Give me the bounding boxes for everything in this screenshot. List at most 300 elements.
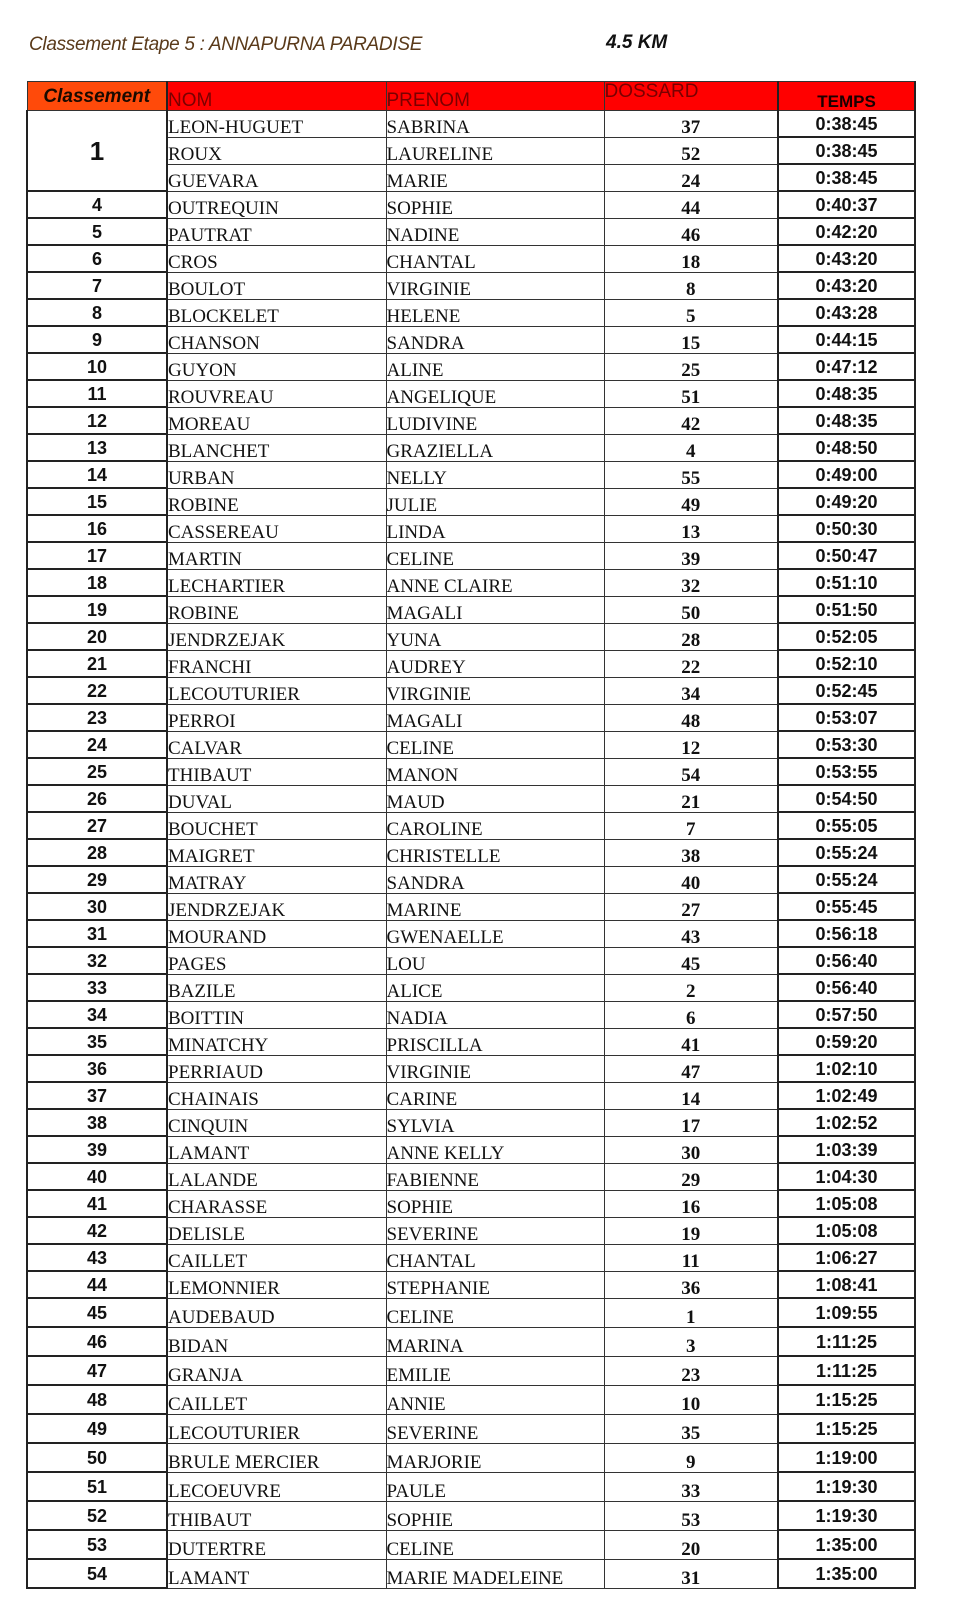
table-row xyxy=(27,596,915,623)
rank-cell: 47 xyxy=(27,1356,167,1385)
table-row xyxy=(27,407,915,434)
nom-cell: LALANDE xyxy=(167,1163,386,1190)
dossard-cell: 27 xyxy=(604,893,778,920)
nom-cell: LAMANT xyxy=(167,1559,386,1588)
column-header-nom: NOM xyxy=(167,82,386,111)
table-row xyxy=(27,1443,915,1472)
nom-cell: THIBAUT xyxy=(167,1501,386,1530)
table-row xyxy=(27,245,915,272)
dossard-cell: 10 xyxy=(604,1385,778,1414)
table-row xyxy=(27,866,915,893)
rank-cell: 41 xyxy=(27,1190,167,1217)
rank-cell: 27 xyxy=(27,812,167,839)
nom-cell: LAMANT xyxy=(167,1136,386,1163)
temps-cell: 0:43:20 xyxy=(778,245,915,272)
dossard-cell: 20 xyxy=(604,1530,778,1559)
prenom-cell: NADIA xyxy=(386,1001,604,1028)
temps-cell: 0:55:45 xyxy=(778,893,915,920)
table-row xyxy=(27,1217,915,1244)
temps-cell: 1:35:00 xyxy=(778,1530,915,1559)
nom-cell: MATRAY xyxy=(167,866,386,893)
dossard-cell: 54 xyxy=(604,758,778,785)
results-table xyxy=(26,81,916,1589)
rank-cell: 14 xyxy=(27,461,167,488)
prenom-cell: SEVERINE xyxy=(386,1217,604,1244)
nom-cell: CROS xyxy=(167,245,386,272)
nom-cell: FRANCHI xyxy=(167,650,386,677)
table-row xyxy=(27,1530,915,1559)
rank-cell: 43 xyxy=(27,1244,167,1271)
prenom-cell: SYLVIA xyxy=(386,1109,604,1136)
rank-cell: 29 xyxy=(27,866,167,893)
table-row xyxy=(27,461,915,488)
rank-cell: 4 xyxy=(27,191,167,218)
nom-cell: PAUTRAT xyxy=(167,218,386,245)
prenom-cell: SANDRA xyxy=(386,326,604,353)
rank-cell: 33 xyxy=(27,974,167,1001)
nom-cell: BOULOT xyxy=(167,272,386,299)
temps-cell: 0:48:35 xyxy=(778,380,915,407)
nom-cell: MAIGRET xyxy=(167,839,386,866)
temps-cell: 0:59:20 xyxy=(778,1028,915,1055)
temps-cell: 0:52:10 xyxy=(778,650,915,677)
prenom-cell: ANNE CLAIRE xyxy=(386,569,604,596)
dossard-cell: 16 xyxy=(604,1190,778,1217)
prenom-cell: HELENE xyxy=(386,299,604,326)
dossard-cell: 22 xyxy=(604,650,778,677)
rank-cell: 17 xyxy=(27,542,167,569)
dossard-cell: 2 xyxy=(604,974,778,1001)
rank-cell: 13 xyxy=(27,434,167,461)
table-row xyxy=(27,272,915,299)
table-row xyxy=(27,191,915,218)
prenom-cell: ALINE xyxy=(386,353,604,380)
prenom-cell: SEVERINE xyxy=(386,1414,604,1443)
temps-cell: 0:47:12 xyxy=(778,353,915,380)
temps-cell: 0:55:24 xyxy=(778,866,915,893)
dossard-cell: 9 xyxy=(604,1443,778,1472)
nom-cell: URBAN xyxy=(167,461,386,488)
rank-cell: 12 xyxy=(27,407,167,434)
table-header-row xyxy=(27,82,915,111)
prenom-cell: MARINA xyxy=(386,1327,604,1356)
temps-cell: 0:53:07 xyxy=(778,704,915,731)
temps-cell: 1:02:10 xyxy=(778,1055,915,1082)
prenom-cell: AUDREY xyxy=(386,650,604,677)
prenom-cell: CARINE xyxy=(386,1082,604,1109)
prenom-cell: SOPHIE xyxy=(386,191,604,218)
nom-cell: MINATCHY xyxy=(167,1028,386,1055)
table-row xyxy=(27,947,915,974)
prenom-cell: GRAZIELLA xyxy=(386,434,604,461)
table-row xyxy=(27,1109,915,1136)
temps-cell: 1:19:30 xyxy=(778,1501,915,1530)
dossard-cell: 23 xyxy=(604,1356,778,1385)
nom-cell: CHARASSE xyxy=(167,1190,386,1217)
prenom-cell: CELINE xyxy=(386,1298,604,1327)
rank-cell: 28 xyxy=(27,839,167,866)
nom-cell: GUYON xyxy=(167,353,386,380)
dossard-cell: 30 xyxy=(604,1136,778,1163)
dossard-cell: 17 xyxy=(604,1109,778,1136)
prenom-cell: PRISCILLA xyxy=(386,1028,604,1055)
dossard-cell: 21 xyxy=(604,785,778,812)
nom-cell: BAZILE xyxy=(167,974,386,1001)
rank-cell: 21 xyxy=(27,650,167,677)
rank-cell: 6 xyxy=(27,245,167,272)
rank-cell: 53 xyxy=(27,1530,167,1559)
nom-cell: GUEVARA xyxy=(167,164,386,191)
prenom-cell: MARIE xyxy=(386,164,604,191)
prenom-cell: CELINE xyxy=(386,731,604,758)
table-row xyxy=(27,515,915,542)
rank-cell: 54 xyxy=(27,1559,167,1588)
table-row xyxy=(27,974,915,1001)
nom-cell: CHANSON xyxy=(167,326,386,353)
dossard-cell: 48 xyxy=(604,704,778,731)
rank-cell: 49 xyxy=(27,1414,167,1443)
temps-cell: 0:43:28 xyxy=(778,299,915,326)
temps-cell: 0:38:45 xyxy=(778,137,915,164)
rank-cell: 45 xyxy=(27,1298,167,1327)
prenom-cell: MARINE xyxy=(386,893,604,920)
dossard-cell: 38 xyxy=(604,839,778,866)
temps-cell: 0:57:50 xyxy=(778,1001,915,1028)
prenom-cell: VIRGINIE xyxy=(386,1055,604,1082)
table-row xyxy=(27,1001,915,1028)
prenom-cell: CHANTAL xyxy=(386,245,604,272)
table-row xyxy=(27,434,915,461)
rank-cell: 20 xyxy=(27,623,167,650)
prenom-cell: ALICE xyxy=(386,974,604,1001)
prenom-cell: FABIENNE xyxy=(386,1163,604,1190)
nom-cell: BLOCKELET xyxy=(167,299,386,326)
dossard-cell: 52 xyxy=(604,137,778,164)
nom-cell: LECHARTIER xyxy=(167,569,386,596)
table-row xyxy=(27,1298,915,1327)
column-header-temps: TEMPS xyxy=(778,82,915,111)
table-row xyxy=(27,623,915,650)
prenom-cell: JULIE xyxy=(386,488,604,515)
dossard-cell: 8 xyxy=(604,272,778,299)
page-title: Classement Etape 5 : ANNAPURNA PARADISE xyxy=(29,34,423,55)
temps-cell: 1:06:27 xyxy=(778,1244,915,1271)
dossard-cell: 50 xyxy=(604,596,778,623)
table-row xyxy=(27,1190,915,1217)
rank-cell: 26 xyxy=(27,785,167,812)
temps-cell: 1:15:25 xyxy=(778,1414,915,1443)
rank-cell: 22 xyxy=(27,677,167,704)
table-row xyxy=(27,1356,915,1385)
rank-cell: 31 xyxy=(27,920,167,947)
prenom-cell: LINDA xyxy=(386,515,604,542)
column-header-prenom: PRENOM xyxy=(386,82,604,111)
table-row xyxy=(27,326,915,353)
dossard-cell: 47 xyxy=(604,1055,778,1082)
rank-cell: 52 xyxy=(27,1501,167,1530)
temps-cell: 0:52:45 xyxy=(778,677,915,704)
table-row xyxy=(27,758,915,785)
dossard-cell: 19 xyxy=(604,1217,778,1244)
rank-cell: 46 xyxy=(27,1327,167,1356)
table-row xyxy=(27,1163,915,1190)
table-row xyxy=(27,839,915,866)
temps-cell: 1:09:55 xyxy=(778,1298,915,1327)
prenom-cell: VIRGINIE xyxy=(386,272,604,299)
temps-cell: 1:05:08 xyxy=(778,1190,915,1217)
temps-cell: 1:11:25 xyxy=(778,1356,915,1385)
dossard-cell: 39 xyxy=(604,542,778,569)
dossard-cell: 51 xyxy=(604,380,778,407)
dossard-cell: 33 xyxy=(604,1472,778,1501)
temps-cell: 1:11:25 xyxy=(778,1327,915,1356)
rank-cell: 16 xyxy=(27,515,167,542)
dossard-cell: 7 xyxy=(604,812,778,839)
nom-cell: MOURAND xyxy=(167,920,386,947)
temps-cell: 0:51:10 xyxy=(778,569,915,596)
table-row xyxy=(27,353,915,380)
nom-cell: OUTREQUIN xyxy=(167,191,386,218)
table-row xyxy=(27,1327,915,1356)
nom-cell: BOUCHET xyxy=(167,812,386,839)
nom-cell: ROUVREAU xyxy=(167,380,386,407)
column-header-dossard: DOSSARD xyxy=(604,82,778,111)
temps-cell: 1:05:08 xyxy=(778,1217,915,1244)
temps-cell: 0:38:45 xyxy=(778,164,915,191)
temps-cell: 1:04:30 xyxy=(778,1163,915,1190)
temps-cell: 1:35:00 xyxy=(778,1559,915,1588)
table-row xyxy=(27,1271,915,1298)
temps-cell: 0:50:47 xyxy=(778,542,915,569)
prenom-cell: MANON xyxy=(386,758,604,785)
rank-cell: 7 xyxy=(27,272,167,299)
table-row xyxy=(27,677,915,704)
nom-cell: CAILLET xyxy=(167,1385,386,1414)
table-row xyxy=(27,1385,915,1414)
prenom-cell: PAULE xyxy=(386,1472,604,1501)
table-row xyxy=(27,1414,915,1443)
table-row xyxy=(27,704,915,731)
temps-cell: 0:48:35 xyxy=(778,407,915,434)
dossard-cell: 29 xyxy=(604,1163,778,1190)
rank-cell: 19 xyxy=(27,596,167,623)
rank-cell: 51 xyxy=(27,1472,167,1501)
dossard-cell: 6 xyxy=(604,1001,778,1028)
nom-cell: LECOUTURIER xyxy=(167,1414,386,1443)
prenom-cell: LOU xyxy=(386,947,604,974)
nom-cell: DUVAL xyxy=(167,785,386,812)
prenom-cell: SABRINA xyxy=(386,111,604,138)
nom-cell: LEMONNIER xyxy=(167,1271,386,1298)
nom-cell: LECOUTURIER xyxy=(167,677,386,704)
temps-cell: 1:19:30 xyxy=(778,1472,915,1501)
nom-cell: PAGES xyxy=(167,947,386,974)
prenom-cell: NADINE xyxy=(386,218,604,245)
nom-cell: PERROI xyxy=(167,704,386,731)
dossard-cell: 46 xyxy=(604,218,778,245)
rank-cell: 36 xyxy=(27,1055,167,1082)
dossard-cell: 36 xyxy=(604,1271,778,1298)
dossard-cell: 12 xyxy=(604,731,778,758)
nom-cell: LECOEUVRE xyxy=(167,1472,386,1501)
table-row xyxy=(27,650,915,677)
prenom-cell: EMILIE xyxy=(386,1356,604,1385)
rank-cell: 24 xyxy=(27,731,167,758)
temps-cell: 0:55:05 xyxy=(778,812,915,839)
temps-cell: 1:02:52 xyxy=(778,1109,915,1136)
rank-cell: 11 xyxy=(27,380,167,407)
dossard-cell: 14 xyxy=(604,1082,778,1109)
table-row xyxy=(27,1472,915,1501)
prenom-cell: CELINE xyxy=(386,1530,604,1559)
rank-cell: 1 xyxy=(27,111,167,192)
rank-cell: 30 xyxy=(27,893,167,920)
table-row xyxy=(27,569,915,596)
rank-cell: 18 xyxy=(27,569,167,596)
temps-cell: 0:55:24 xyxy=(778,839,915,866)
nom-cell: JENDRZEJAK xyxy=(167,623,386,650)
dossard-cell: 55 xyxy=(604,461,778,488)
prenom-cell: CHANTAL xyxy=(386,1244,604,1271)
rank-cell: 34 xyxy=(27,1001,167,1028)
temps-cell: 0:50:30 xyxy=(778,515,915,542)
dossard-cell: 31 xyxy=(604,1559,778,1588)
temps-cell: 0:56:40 xyxy=(778,947,915,974)
rank-cell: 37 xyxy=(27,1082,167,1109)
dossard-cell: 13 xyxy=(604,515,778,542)
rank-cell: 8 xyxy=(27,299,167,326)
dossard-cell: 18 xyxy=(604,245,778,272)
prenom-cell: ANGELIQUE xyxy=(386,380,604,407)
temps-cell: 0:52:05 xyxy=(778,623,915,650)
temps-cell: 0:49:20 xyxy=(778,488,915,515)
temps-cell: 1:03:39 xyxy=(778,1136,915,1163)
rank-cell: 35 xyxy=(27,1028,167,1055)
rank-cell: 9 xyxy=(27,326,167,353)
dossard-cell: 28 xyxy=(604,623,778,650)
table-row xyxy=(27,1559,915,1588)
dossard-cell: 41 xyxy=(604,1028,778,1055)
nom-cell: ROBINE xyxy=(167,596,386,623)
dossard-cell: 25 xyxy=(604,353,778,380)
dossard-cell: 44 xyxy=(604,191,778,218)
table-row xyxy=(27,1082,915,1109)
prenom-cell: STEPHANIE xyxy=(386,1271,604,1298)
prenom-cell: YUNA xyxy=(386,623,604,650)
prenom-cell: VIRGINIE xyxy=(386,677,604,704)
nom-cell: CASSEREAU xyxy=(167,515,386,542)
prenom-cell: MAGALI xyxy=(386,596,604,623)
rank-cell: 38 xyxy=(27,1109,167,1136)
temps-cell: 0:49:00 xyxy=(778,461,915,488)
column-header-classement: Classement xyxy=(27,82,167,111)
prenom-cell: SOPHIE xyxy=(386,1190,604,1217)
temps-cell: 0:42:20 xyxy=(778,218,915,245)
prenom-cell: ANNIE xyxy=(386,1385,604,1414)
rank-cell: 40 xyxy=(27,1163,167,1190)
prenom-cell: GWENAELLE xyxy=(386,920,604,947)
table-row xyxy=(27,299,915,326)
nom-cell: PERRIAUD xyxy=(167,1055,386,1082)
temps-cell: 0:43:20 xyxy=(778,272,915,299)
table-row xyxy=(27,1028,915,1055)
nom-cell: BIDAN xyxy=(167,1327,386,1356)
nom-cell: BRULE MERCIER xyxy=(167,1443,386,1472)
dossard-cell: 40 xyxy=(604,866,778,893)
nom-cell: CHAINAIS xyxy=(167,1082,386,1109)
dossard-cell: 53 xyxy=(604,1501,778,1530)
nom-cell: CINQUIN xyxy=(167,1109,386,1136)
temps-cell: 0:51:50 xyxy=(778,596,915,623)
dossard-cell: 24 xyxy=(604,164,778,191)
nom-cell: CAILLET xyxy=(167,1244,386,1271)
dossard-cell: 49 xyxy=(604,488,778,515)
nom-cell: JENDRZEJAK xyxy=(167,893,386,920)
prenom-cell: SANDRA xyxy=(386,866,604,893)
dossard-cell: 15 xyxy=(604,326,778,353)
prenom-cell: MAGALI xyxy=(386,704,604,731)
table-row xyxy=(27,1244,915,1271)
prenom-cell: CELINE xyxy=(386,542,604,569)
prenom-cell: MARJORIE xyxy=(386,1443,604,1472)
temps-cell: 0:56:18 xyxy=(778,920,915,947)
table-row xyxy=(27,1055,915,1082)
nom-cell: MOREAU xyxy=(167,407,386,434)
prenom-cell: CAROLINE xyxy=(386,812,604,839)
dossard-cell: 37 xyxy=(604,111,778,138)
prenom-cell: MARIE MADELEINE xyxy=(386,1559,604,1588)
nom-cell: ROBINE xyxy=(167,488,386,515)
dossard-cell: 32 xyxy=(604,569,778,596)
rank-cell: 44 xyxy=(27,1271,167,1298)
prenom-cell: ANNE KELLY xyxy=(386,1136,604,1163)
temps-cell: 0:53:55 xyxy=(778,758,915,785)
temps-cell: 0:48:50 xyxy=(778,434,915,461)
dossard-cell: 42 xyxy=(604,407,778,434)
dossard-cell: 43 xyxy=(604,920,778,947)
results-body xyxy=(27,111,915,1589)
nom-cell: DUTERTRE xyxy=(167,1530,386,1559)
table-row xyxy=(27,488,915,515)
rank-cell: 50 xyxy=(27,1443,167,1472)
temps-cell: 1:02:49 xyxy=(778,1082,915,1109)
dossard-cell: 5 xyxy=(604,299,778,326)
prenom-cell: CHRISTELLE xyxy=(386,839,604,866)
rank-cell: 5 xyxy=(27,218,167,245)
prenom-cell: NELLY xyxy=(386,461,604,488)
table-row xyxy=(27,731,915,758)
nom-cell: DELISLE xyxy=(167,1217,386,1244)
temps-cell: 0:40:37 xyxy=(778,191,915,218)
temps-cell: 0:53:30 xyxy=(778,731,915,758)
temps-cell: 0:54:50 xyxy=(778,785,915,812)
dossard-cell: 4 xyxy=(604,434,778,461)
rank-cell: 10 xyxy=(27,353,167,380)
temps-cell: 0:56:40 xyxy=(778,974,915,1001)
rank-cell: 39 xyxy=(27,1136,167,1163)
nom-cell: AUDEBAUD xyxy=(167,1298,386,1327)
rank-cell: 42 xyxy=(27,1217,167,1244)
rank-cell: 25 xyxy=(27,758,167,785)
table-row xyxy=(27,785,915,812)
dossard-cell: 34 xyxy=(604,677,778,704)
table-row xyxy=(27,380,915,407)
table-row xyxy=(27,893,915,920)
table-row xyxy=(27,1501,915,1530)
nom-cell: THIBAUT xyxy=(167,758,386,785)
prenom-cell: LAURELINE xyxy=(386,137,604,164)
temps-cell: 1:19:00 xyxy=(778,1443,915,1472)
